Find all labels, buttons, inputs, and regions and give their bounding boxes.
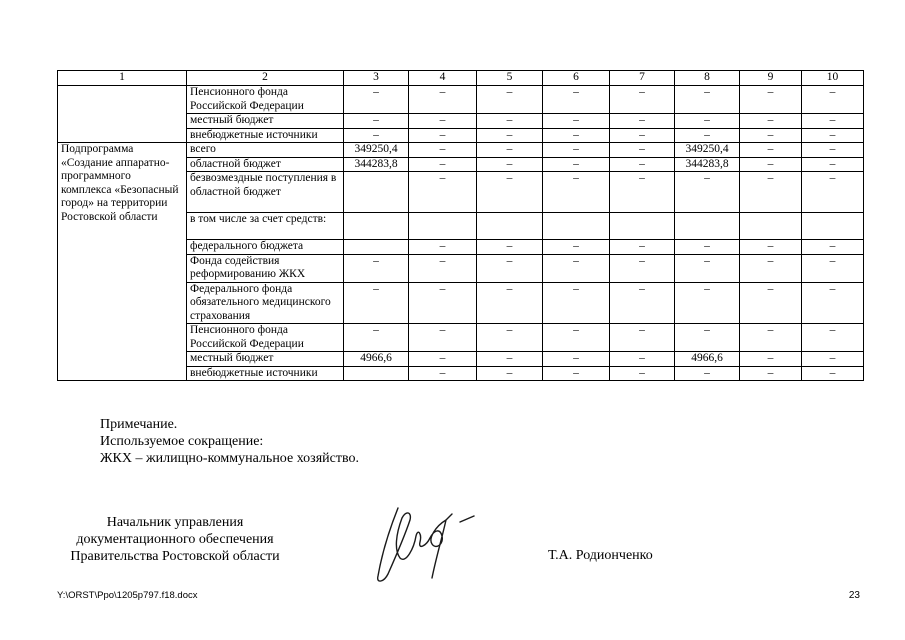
table-cell: – (740, 352, 802, 367)
table-cell: – (610, 282, 675, 324)
funding-source-label: местный бюджет (187, 114, 344, 129)
column-header: 9 (740, 71, 802, 86)
table-cell: – (543, 143, 610, 158)
table-cell: – (610, 172, 675, 213)
table-cell: – (740, 240, 802, 255)
column-header: 3 (344, 71, 409, 86)
table-cell: – (344, 114, 409, 129)
column-header: 5 (477, 71, 543, 86)
table-cell: 349250,4 (344, 143, 409, 158)
table-cell: – (802, 254, 864, 282)
table-cell: – (675, 240, 740, 255)
table-cell: – (409, 157, 477, 172)
table-cell (344, 172, 409, 213)
table-cell: – (610, 352, 675, 367)
table-cell: – (477, 254, 543, 282)
table-cell: – (610, 254, 675, 282)
table-cell: – (477, 172, 543, 213)
table-cell (610, 213, 675, 240)
table-cell: – (675, 114, 740, 129)
table-cell: 344283,8 (344, 157, 409, 172)
table-cell: – (344, 254, 409, 282)
table-cell: – (740, 366, 802, 381)
table-cell: 4966,6 (675, 352, 740, 367)
table-cell: – (543, 352, 610, 367)
table-cell: – (802, 86, 864, 114)
budget-table-body (58, 71, 864, 381)
funding-source-label: Пенсионного фонда Российской Федерации (187, 324, 344, 352)
table-cell: – (344, 86, 409, 114)
table-cell: – (610, 240, 675, 255)
table-cell: – (740, 157, 802, 172)
table-row (58, 86, 864, 114)
table-cell: – (675, 366, 740, 381)
table-cell: – (543, 254, 610, 282)
file-path: Y:\ORST\Ppo\1205p797.f18.docx (57, 590, 198, 601)
table-cell: – (610, 366, 675, 381)
table-cell: – (740, 128, 802, 143)
table-cell: – (802, 366, 864, 381)
table-cell: – (802, 143, 864, 158)
table-cell: – (610, 128, 675, 143)
table-cell: – (409, 352, 477, 367)
table-cell (543, 213, 610, 240)
table-cell (409, 213, 477, 240)
table-cell: – (740, 143, 802, 158)
table-cell (802, 213, 864, 240)
table-cell: – (802, 282, 864, 324)
table-row (58, 143, 864, 158)
table-cell: – (543, 324, 610, 352)
table-cell: – (802, 114, 864, 129)
table-cell: – (477, 86, 543, 114)
table-cell (344, 213, 409, 240)
table-cell: – (477, 324, 543, 352)
table-cell: – (409, 128, 477, 143)
table-header-row (58, 71, 864, 86)
funding-source-label: всего (187, 143, 344, 158)
table-cell: – (543, 240, 610, 255)
table-cell: 344283,8 (675, 157, 740, 172)
column-header: 7 (610, 71, 675, 86)
table-cell: – (543, 366, 610, 381)
funding-source-label: местный бюджет (187, 352, 344, 367)
table-cell: – (740, 254, 802, 282)
table-cell: – (409, 324, 477, 352)
table-cell: – (610, 86, 675, 114)
table-cell: – (610, 324, 675, 352)
table-cell: – (409, 143, 477, 158)
column-header: 10 (802, 71, 864, 86)
table-cell: – (409, 240, 477, 255)
table-cell (344, 240, 409, 255)
table-cell: – (740, 324, 802, 352)
table-cell: – (675, 282, 740, 324)
table-cell: – (675, 324, 740, 352)
table-cell: – (610, 114, 675, 129)
table-cell: – (543, 172, 610, 213)
column-header: 6 (543, 71, 610, 86)
column-header: 1 (58, 71, 187, 86)
note-abbrev: ЖКХ – жилищно-коммунальное хозяйство. (100, 451, 359, 466)
table-cell: – (740, 172, 802, 213)
table-cell: – (802, 128, 864, 143)
footnote (100, 416, 359, 467)
table-cell: – (610, 157, 675, 172)
table-cell: – (543, 128, 610, 143)
funding-source-label: внебюджетные источники (187, 128, 344, 143)
column-header: 2 (187, 71, 344, 86)
table-cell: – (543, 282, 610, 324)
table-cell: – (802, 352, 864, 367)
table-cell: – (477, 128, 543, 143)
table-cell: – (740, 282, 802, 324)
table-cell: 349250,4 (675, 143, 740, 158)
table-cell: – (610, 143, 675, 158)
table-cell: – (344, 324, 409, 352)
signatory-name: Т.А. Родионченко (548, 548, 653, 563)
table-cell: – (802, 157, 864, 172)
table-cell (477, 213, 543, 240)
table-cell: – (675, 86, 740, 114)
table-cell: – (477, 352, 543, 367)
table-cell: – (409, 86, 477, 114)
note-abbrev-intro: Используемое сокращение: (100, 434, 264, 449)
funding-source-label: внебюджетные источники (187, 366, 344, 381)
funding-source-label: областной бюджет (187, 157, 344, 172)
budget-table (57, 70, 864, 381)
table-cell: – (477, 114, 543, 129)
table-cell: – (477, 157, 543, 172)
table-cell: – (802, 324, 864, 352)
table-cell: – (675, 254, 740, 282)
column-header: 8 (675, 71, 740, 86)
table-cell: – (740, 86, 802, 114)
table-cell: – (477, 143, 543, 158)
table-cell (675, 213, 740, 240)
table-cell: – (477, 240, 543, 255)
table-cell: – (344, 282, 409, 324)
handwritten-signature (370, 498, 490, 588)
subprogram-name: Подпрограмма «Создание аппаратно-программного комплекса «Безопасный город» на территории Ростовской области (58, 143, 187, 381)
table-cell (344, 366, 409, 381)
table-cell: 4966,6 (344, 352, 409, 367)
table-cell: – (409, 366, 477, 381)
table-cell: – (543, 114, 610, 129)
signatory-title (55, 514, 295, 565)
table-cell: – (543, 157, 610, 172)
table-cell: – (802, 172, 864, 213)
table-cell: – (409, 172, 477, 213)
page-number: 23 (848, 590, 860, 601)
table-cell: – (409, 282, 477, 324)
signatory-title-line: Правительства Ростовской области (70, 549, 280, 564)
table-cell: – (409, 114, 477, 129)
funding-source-label: Пенсионного фонда Российской Федерации (187, 86, 344, 114)
signatory-title-line: Начальник управления (106, 515, 244, 530)
table-cell (740, 213, 802, 240)
table-cell: – (675, 172, 740, 213)
signatory-title-line: документационного обеспечения (76, 532, 274, 547)
table-cell: – (675, 128, 740, 143)
funding-source-label: безвозмездные поступления в областной бюджет (187, 172, 344, 213)
funding-source-label: Фонда содействия реформированию ЖКХ (187, 254, 344, 282)
table-cell: – (344, 128, 409, 143)
funding-source-label: Федерального фонда обязательного медицинского страхования (187, 282, 344, 324)
table-cell: – (543, 86, 610, 114)
note-heading: Примечание. (100, 417, 178, 432)
table-cell: – (740, 114, 802, 129)
program-cell-empty (58, 86, 187, 143)
table-cell: – (477, 366, 543, 381)
funding-source-label: федерального бюджета (187, 240, 344, 255)
funding-source-label: в том числе за счет средств: (187, 213, 344, 240)
table-cell: – (477, 282, 543, 324)
table-cell: – (802, 240, 864, 255)
table-cell: – (409, 254, 477, 282)
column-header: 4 (409, 71, 477, 86)
